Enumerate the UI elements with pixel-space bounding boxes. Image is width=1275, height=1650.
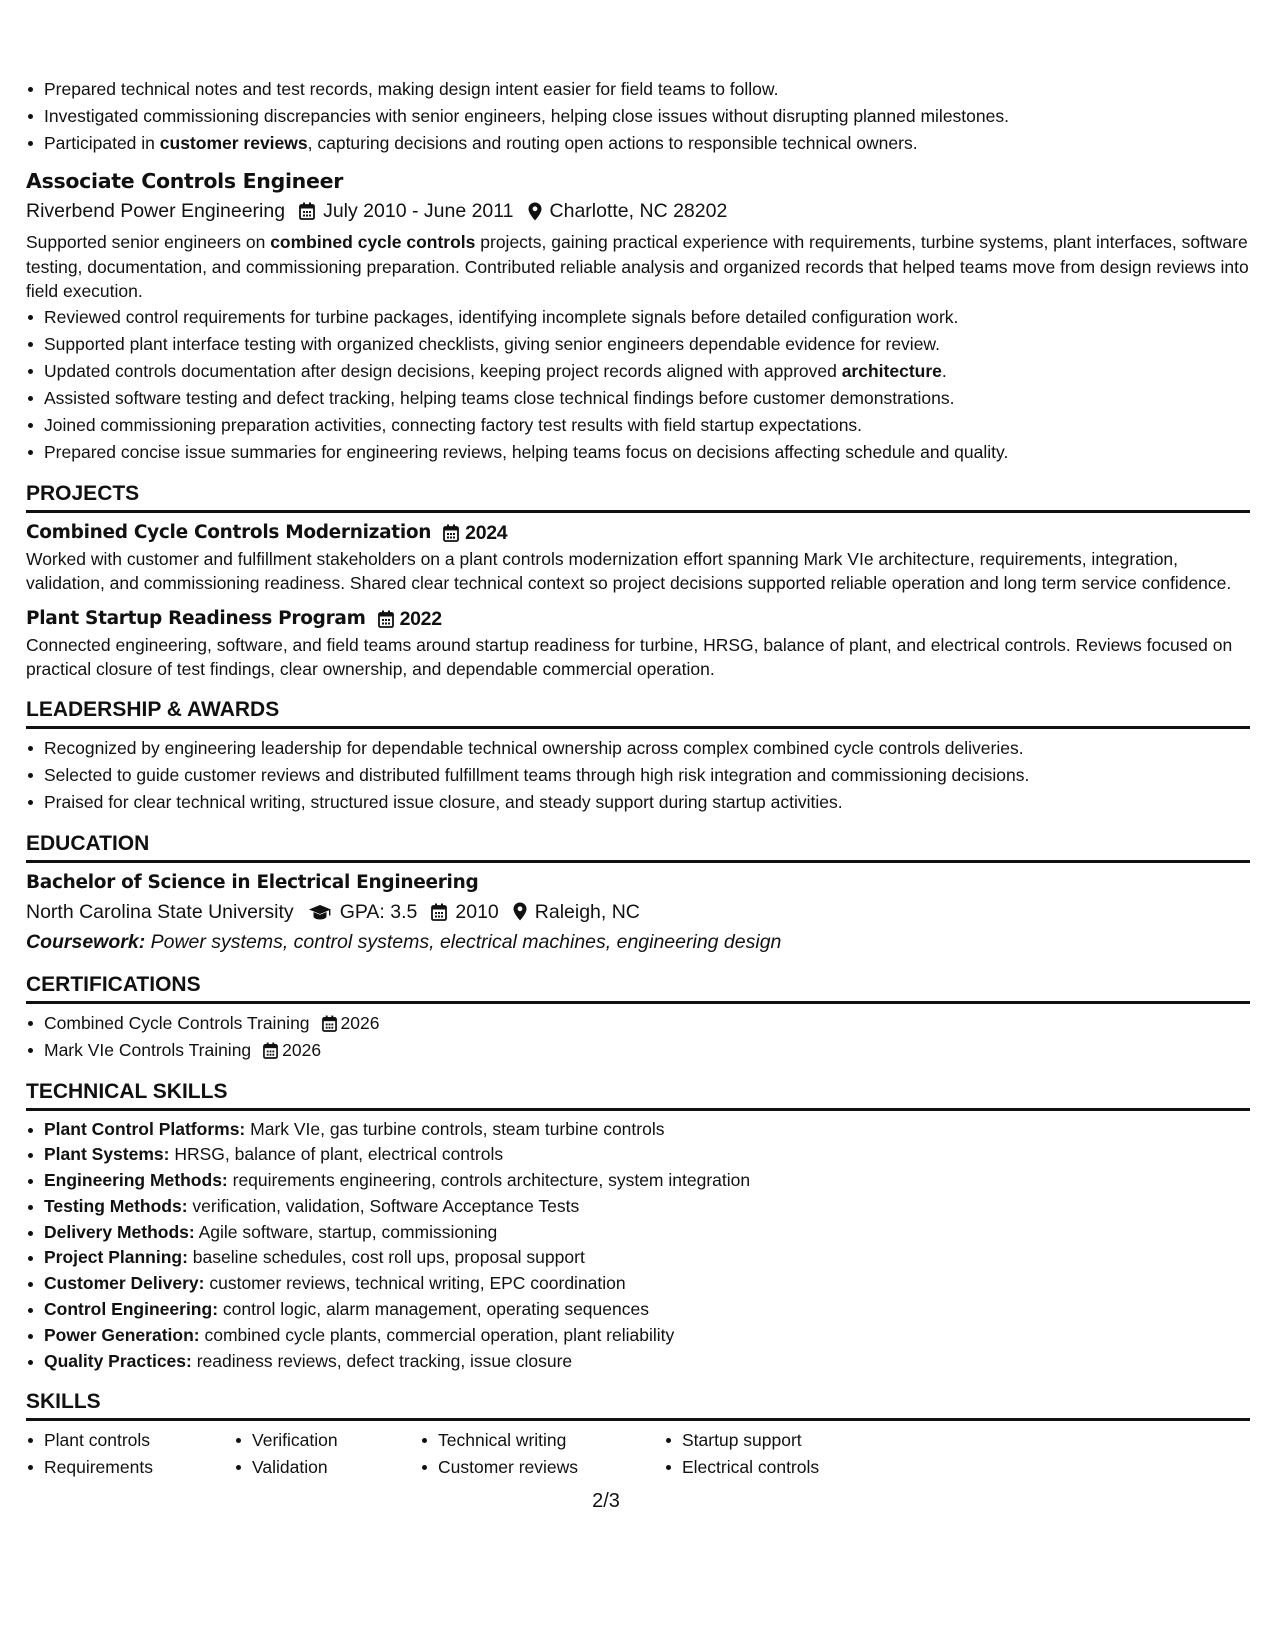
job-bullets [26, 304, 1250, 466]
project-description: Connected engineering, software, and field teams around startup readiness for turbine, HRSG, balance of plant, and electrical controls. Reviews focused on practical closure of test findings, clear ownership, and dependable commercial operation. [26, 634, 1233, 679]
school-name: North Carolina State University [26, 900, 294, 923]
list-item: Testing Methods: verification, validation, Software Acceptance Tests [44, 1194, 1250, 1220]
list-item: Selected to guide customer reviews and distributed fulfillment teams through high risk integration and commissioning decisions. [44, 762, 1250, 789]
list-item: Updated controls documentation after design decisions, keeping project records aligned with approved architecture. [44, 358, 1250, 385]
section-heading-leadership: LEADERSHIP & AWARDS [26, 696, 1250, 729]
list-item: Project Planning: baseline schedules, cost roll ups, proposal support [44, 1245, 1250, 1271]
list-item: Technical writing [438, 1427, 664, 1454]
job-dates: July 2010 - June 2011 [323, 200, 514, 222]
calendar-icon [443, 524, 459, 542]
skills-column [234, 1427, 420, 1481]
list-item: Verification [252, 1427, 420, 1454]
map-pin-icon [513, 902, 527, 921]
skills-column [664, 1427, 882, 1481]
job-title: Associate Controls Engineer [26, 169, 343, 193]
list-item [44, 1037, 1250, 1064]
project-title: Plant Startup Readiness Program [26, 607, 366, 629]
list-item: Prepared technical notes and test records, making design intent easier for field teams to follow. [44, 76, 1250, 103]
list-item: Power Generation: combined cycle plants, commercial operation, plant reliability [44, 1323, 1250, 1349]
list-item: Investigated commissioning discrepancies with senior engineers, helping close issues without disrupting planned milestones. [44, 103, 1250, 130]
list-item: Engineering Methods: requirements engineering, controls architecture, system integration [44, 1168, 1250, 1194]
resume-page [26, 76, 1250, 1481]
section-heading-skills: SKILLS [26, 1388, 1250, 1421]
cert-name: Combined Cycle Controls Training [44, 1012, 310, 1033]
list-item: Requirements [44, 1454, 234, 1481]
project-year: 2022 [399, 607, 442, 630]
calendar-icon [263, 1042, 278, 1059]
school-location: Raleigh, NC [534, 900, 640, 923]
calendar-icon [378, 610, 394, 628]
job-meta [26, 196, 1250, 226]
skills-column [420, 1427, 664, 1481]
project-year: 2024 [465, 521, 508, 544]
list-item: Plant Control Platforms: Mark VIe, gas turbine controls, steam turbine controls [44, 1117, 1250, 1143]
page-number: 2/3 [592, 1490, 620, 1512]
certifications-list [26, 1010, 1250, 1064]
project-entry [26, 605, 1250, 682]
cert-name: Mark VIe Controls Training [44, 1039, 252, 1060]
list-item: Control Engineering: control logic, alarm management, operating sequences [44, 1297, 1250, 1323]
list-item: Prepared concise issue summaries for engineering reviews, helping teams focus on decisions affecting schedule and quality. [44, 439, 1250, 466]
section-heading-education: EDUCATION [26, 830, 1250, 863]
education-meta [26, 897, 1250, 927]
map-pin-icon [528, 202, 542, 221]
calendar-icon [322, 1015, 337, 1032]
list-item: Joined commissioning preparation activities, connecting factory test results with field startup expectations. [44, 412, 1250, 439]
list-item: Recognized by engineering leadership for dependable technical ownership across complex combined cycle controls deliveries. [44, 735, 1250, 762]
cert-year: 2026 [340, 1012, 380, 1033]
list-item: Supported plant interface testing with organized checklists, giving senior engineers dependable evidence for review. [44, 331, 1250, 358]
list-item: Assisted software testing and defect tracking, helping teams close technical findings before customer demonstrations. [44, 385, 1250, 412]
list-item: Reviewed control requirements for turbine packages, identifying incomplete signals before detailed configuration work. [44, 304, 1250, 331]
section-heading-certifications: CERTIFICATIONS [26, 971, 1250, 1004]
list-item: Delivery Methods: Agile software, startup, commissioning [44, 1220, 1250, 1246]
section-heading-projects: PROJECTS [26, 480, 1250, 513]
list-item: Participated in customer reviews, capturing decisions and routing open actions to responsible technical owners. [44, 130, 1250, 157]
section-heading-technical-skills: TECHNICAL SKILLS [26, 1078, 1250, 1111]
job-summary: Supported senior engineers on combined cycle controls projects, gaining practical experience with requirements, turbine systems, plant interfaces, software testing, documentation, and commissioning preparation. Contributed reliable analysis and organized records that helped teams move from design reviews into field execution. [26, 232, 1249, 301]
project-entry [26, 519, 1250, 596]
list-item: Plant Systems: HRSG, balance of plant, electrical controls [44, 1142, 1250, 1168]
company-name: Riverbend Power Engineering [26, 200, 286, 222]
list-item: Validation [252, 1454, 420, 1481]
skills-column [26, 1427, 234, 1481]
graduation-cap-icon [308, 904, 332, 920]
job-location: Charlotte, NC 28202 [549, 200, 728, 222]
list-item: Startup support [682, 1427, 882, 1454]
skills-grid [26, 1427, 1250, 1481]
project-description: Worked with customer and fulfillment stakeholders on a plant controls modernization effort spanning Mark VIe architecture, requirements, integration, validation, and commissioning readiness. Shared clear technical context so project decisions supported reliable operation and long term service confidence. [26, 548, 1232, 593]
cert-year: 2026 [282, 1039, 322, 1060]
calendar-icon [299, 202, 315, 220]
education-entry [26, 869, 1250, 957]
gpa: GPA: 3.5 [339, 900, 418, 923]
list-item: Electrical controls [682, 1454, 882, 1481]
technical-skills-list [26, 1117, 1250, 1375]
previous-role-bullets [26, 76, 1250, 157]
job-entry [26, 166, 1250, 466]
list-item [44, 1010, 1250, 1037]
list-item: Quality Practices: readiness reviews, defect tracking, issue closure [44, 1349, 1250, 1375]
coursework: Coursework: Power systems, control systems, electrical machines, engineering design [26, 930, 782, 953]
calendar-icon [431, 903, 447, 921]
degree-title: Bachelor of Science in Electrical Engineering [26, 871, 479, 893]
leadership-bullets [26, 735, 1250, 816]
graduation-year: 2010 [455, 900, 499, 923]
list-item: Praised for clear technical writing, structured issue closure, and steady support during startup activities. [44, 789, 1250, 816]
list-item: Plant controls [44, 1427, 234, 1454]
project-title: Combined Cycle Controls Modernization [26, 521, 432, 543]
list-item: Customer Delivery: customer reviews, technical writing, EPC coordination [44, 1271, 1250, 1297]
list-item: Customer reviews [438, 1454, 664, 1481]
